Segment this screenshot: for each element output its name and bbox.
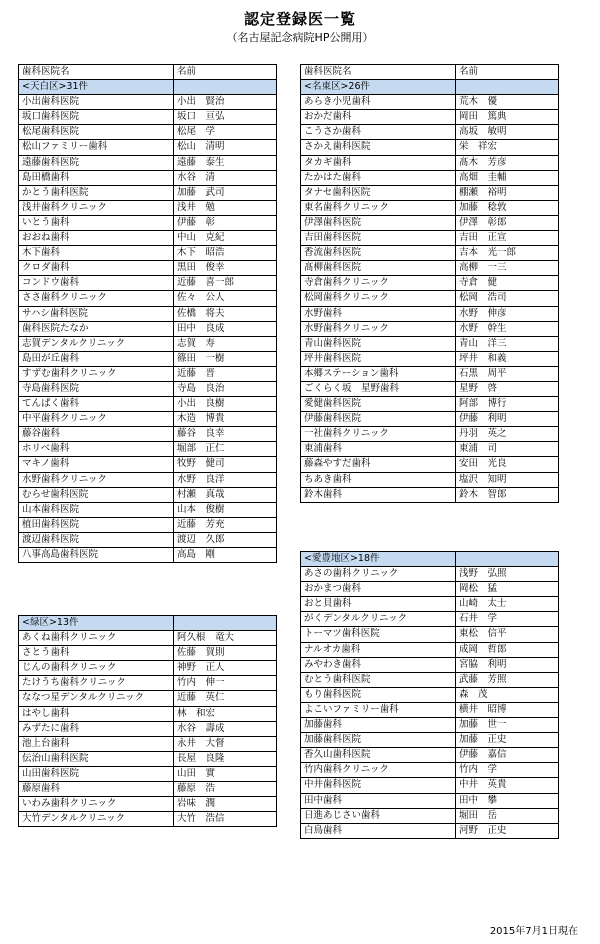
section-label: <天白区>31件	[19, 80, 174, 95]
clinic-name: すずむ歯科クリニック	[19, 366, 174, 381]
clinic-name: 松山ファミリー歯科	[19, 140, 174, 155]
dentist-name: 佐藤 賀則	[174, 646, 277, 661]
column-header-clinic: 歯科医院名	[301, 65, 456, 80]
clinic-name: 八事高島歯科医院	[19, 548, 174, 563]
table-row	[19, 517, 277, 532]
dentist-name: 伊藤 利明	[456, 412, 559, 427]
dentist-name: 鈴木 智郎	[456, 487, 559, 502]
clinic-name: 藤原歯科	[19, 782, 174, 797]
table-row	[301, 412, 559, 427]
clinic-name: むとう歯科医院	[301, 672, 456, 687]
clinic-name: 伝治山歯科医院	[19, 751, 174, 766]
dentist-name: 高島 剛	[174, 548, 277, 563]
table-row	[301, 472, 559, 487]
table-row	[19, 276, 277, 291]
dentist-name: 加藤 正史	[456, 733, 559, 748]
table-row	[301, 657, 559, 672]
clinic-name: 香流歯科医院	[301, 246, 456, 261]
dentist-name: 林 和宏	[174, 706, 277, 721]
table-row	[19, 427, 277, 442]
table-row	[19, 676, 277, 691]
table-row	[301, 397, 559, 412]
clinic-name: 髙柳歯科医院	[301, 261, 456, 276]
clinic-table-midori	[18, 615, 277, 827]
section-header-row	[19, 616, 277, 631]
table-row	[19, 200, 277, 215]
clinic-name: 島田橋歯科	[19, 170, 174, 185]
dentist-name: 神野 正人	[174, 661, 277, 676]
dentist-name: 武藤 芳照	[456, 672, 559, 687]
dentist-name: 寺倉 健	[456, 276, 559, 291]
table-row	[301, 291, 559, 306]
dentist-name: 加藤 世一	[456, 718, 559, 733]
table-row	[301, 793, 559, 808]
table-row	[301, 778, 559, 793]
clinic-name: 伊藤歯科医院	[301, 412, 456, 427]
table-row	[19, 502, 277, 517]
table-row	[19, 170, 277, 185]
dentist-name: 坂口 亘弘	[174, 110, 277, 125]
dentist-name: 大竹 浩信	[174, 812, 277, 827]
clinic-table-aiho	[300, 551, 559, 839]
dentist-name: 藤原 浩	[174, 782, 277, 797]
table-row	[19, 215, 277, 230]
dentist-name: 田中 良成	[174, 321, 277, 336]
dentist-name: 渡辺 久郎	[174, 532, 277, 547]
clinic-name: 小出歯科医院	[19, 95, 174, 110]
dentist-name: 東松 信平	[456, 627, 559, 642]
dentist-name: 坪井 和義	[456, 351, 559, 366]
dentist-name: 水谷 壽成	[174, 721, 277, 736]
dentist-name: 高畑 圭輔	[456, 170, 559, 185]
table-row	[19, 291, 277, 306]
table-row	[301, 597, 559, 612]
table-row	[301, 748, 559, 763]
table-row	[301, 442, 559, 457]
dentist-name: 成岡 哲郎	[456, 642, 559, 657]
table-row	[19, 661, 277, 676]
table-row	[301, 567, 559, 582]
dentist-name: 丹羽 英之	[456, 427, 559, 442]
clinic-name: 鈴木歯科	[301, 487, 456, 502]
table-row	[19, 231, 277, 246]
dentist-name: 森 茂	[456, 687, 559, 702]
dentist-name: 牧野 健司	[174, 457, 277, 472]
dentist-name: 髙木 芳彦	[456, 155, 559, 170]
clinic-name: 香久山歯科医院	[301, 748, 456, 763]
clinic-name: さとう歯科	[19, 646, 174, 661]
table-row	[19, 782, 277, 797]
dentist-name: 岡田 篤典	[456, 110, 559, 125]
table-row	[301, 763, 559, 778]
clinic-name: もり歯科医院	[301, 687, 456, 702]
table-row	[301, 261, 559, 276]
clinic-name: あらき小児歯科	[301, 95, 456, 110]
table-row	[19, 548, 277, 563]
table-row	[301, 321, 559, 336]
dentist-name: 伊澤 彰郎	[456, 215, 559, 230]
dentist-name: 寺島 良治	[174, 381, 277, 396]
clinic-name: タカギ歯科	[301, 155, 456, 170]
clinic-name: みやわき歯科	[301, 657, 456, 672]
table-row	[19, 336, 277, 351]
table-row	[19, 155, 277, 170]
section-header-row	[301, 80, 559, 95]
table-row	[301, 185, 559, 200]
column-header-name: 名前	[456, 65, 559, 80]
clinic-name: 本郷ステーション歯科	[301, 366, 456, 381]
table-row	[19, 351, 277, 366]
clinic-name: おかだ歯科	[301, 110, 456, 125]
table-row	[19, 631, 277, 646]
section-label-empty	[174, 80, 277, 95]
dentist-name: 篠田 一樹	[174, 351, 277, 366]
clinic-name: 一社歯科クリニック	[301, 427, 456, 442]
dentist-name: 棚瀬 裕明	[456, 185, 559, 200]
table-row	[301, 612, 559, 627]
clinic-name: 田中歯科	[301, 793, 456, 808]
clinic-name: 中平歯科クリニック	[19, 412, 174, 427]
clinic-name: 植田歯科医院	[19, 517, 174, 532]
table-row	[19, 321, 277, 336]
clinic-name: いとう歯科	[19, 215, 174, 230]
clinic-name: みずたに歯科	[19, 721, 174, 736]
dentist-name: 田中 攀	[456, 793, 559, 808]
dentist-name: 竹内 学	[456, 763, 559, 778]
dentist-name: 小出 良樹	[174, 397, 277, 412]
clinic-name: じんの歯科クリニック	[19, 661, 174, 676]
dentist-name: 近藤 芳充	[174, 517, 277, 532]
table-row	[301, 808, 559, 823]
dentist-name: 堀部 正仁	[174, 442, 277, 457]
dentist-name: 伊藤 嘉信	[456, 748, 559, 763]
table-row	[301, 336, 559, 351]
table-row	[301, 427, 559, 442]
clinic-name: あくね歯科クリニック	[19, 631, 174, 646]
dentist-name: 松山 清明	[174, 140, 277, 155]
clinic-name: ななつ星デンタルクリニック	[19, 691, 174, 706]
table-row	[19, 766, 277, 781]
clinic-name: 木下歯科	[19, 246, 174, 261]
clinic-name: マキノ歯科	[19, 457, 174, 472]
clinic-name: おおね歯科	[19, 231, 174, 246]
table-row	[19, 812, 277, 827]
clinic-name: 歯科医院たなか	[19, 321, 174, 336]
table-row	[19, 532, 277, 547]
clinic-name: 寺島歯科医院	[19, 381, 174, 396]
clinic-name: 水野歯科クリニック	[19, 472, 174, 487]
dentist-name: 高柳 一三	[456, 261, 559, 276]
dentist-name: 遠藤 泰生	[174, 155, 277, 170]
clinic-name: 遠藤歯科医院	[19, 155, 174, 170]
dentist-name: 加藤 稔敦	[456, 200, 559, 215]
clinic-name: 大竹デンタルクリニック	[19, 812, 174, 827]
clinic-table-meito	[300, 64, 559, 503]
clinic-name: コンドウ歯科	[19, 276, 174, 291]
dentist-name: 山崎 太士	[456, 597, 559, 612]
table-row	[301, 215, 559, 230]
dentist-name: 黒田 俊幸	[174, 261, 277, 276]
clinic-name: 加藤歯科医院	[301, 733, 456, 748]
dentist-name: 山本 俊樹	[174, 502, 277, 517]
dentist-name: 佐々 公人	[174, 291, 277, 306]
table-row	[301, 125, 559, 140]
table-row	[301, 687, 559, 702]
table-row	[19, 261, 277, 276]
dentist-name: 塩沢 知明	[456, 472, 559, 487]
clinic-name: ホリベ歯科	[19, 442, 174, 457]
table-row	[19, 457, 277, 472]
clinic-name: 東浦歯科	[301, 442, 456, 457]
clinic-name: いわみ歯科クリニック	[19, 797, 174, 812]
table-row	[301, 718, 559, 733]
clinic-name: こうさか歯科	[301, 125, 456, 140]
table-row	[301, 672, 559, 687]
clinic-name: 浅井歯科クリニック	[19, 200, 174, 215]
table-row	[301, 170, 559, 185]
table-row	[301, 733, 559, 748]
section-label-empty	[456, 552, 559, 567]
clinic-name: ごくらく坂 星野歯科	[301, 381, 456, 396]
clinic-name: よこいファミリー歯科	[301, 702, 456, 717]
table-row	[301, 155, 559, 170]
clinic-name: 渡辺歯科医院	[19, 532, 174, 547]
clinic-name: はやし歯科	[19, 706, 174, 721]
table-row	[19, 472, 277, 487]
dentist-name: 岡松 猛	[456, 582, 559, 597]
dentist-name: 阿部 博行	[456, 397, 559, 412]
dentist-name: 水野 良洋	[174, 472, 277, 487]
dentist-name: 近藤 英仁	[174, 691, 277, 706]
clinic-name: 伊澤歯科医院	[301, 215, 456, 230]
dentist-name: 東浦 司	[456, 442, 559, 457]
clinic-name: 水野歯科クリニック	[301, 321, 456, 336]
clinic-name: 松岡歯科クリニック	[301, 291, 456, 306]
table-row	[19, 721, 277, 736]
dentist-name: 石井 学	[456, 612, 559, 627]
table-row	[19, 185, 277, 200]
section-label-empty	[174, 616, 277, 631]
dentist-name: 星野 啓	[456, 381, 559, 396]
table-row	[301, 276, 559, 291]
dentist-name: 宮脇 利明	[456, 657, 559, 672]
dentist-name: 横井 昭博	[456, 702, 559, 717]
header-row	[301, 65, 559, 80]
table-row	[301, 487, 559, 502]
dentist-name: 志賀 寿	[174, 336, 277, 351]
table-row	[19, 797, 277, 812]
clinic-name: 竹内歯科クリニック	[301, 763, 456, 778]
clinic-name: タナセ歯科医院	[301, 185, 456, 200]
clinic-name: 日進あじさい歯科	[301, 808, 456, 823]
table-row	[301, 366, 559, 381]
clinic-name: 藤森やすだ歯科	[301, 457, 456, 472]
dentist-name: 吉本 光一郎	[456, 246, 559, 261]
table-row	[19, 366, 277, 381]
table-row	[301, 200, 559, 215]
column-header-clinic: 歯科医院名	[19, 65, 174, 80]
dentist-name: 青山 洋三	[456, 336, 559, 351]
table-row	[19, 306, 277, 321]
clinic-name: 志賀デンタルクリニック	[19, 336, 174, 351]
dentist-name: 藤谷 良幸	[174, 427, 277, 442]
clinic-name: さかえ歯科医院	[301, 140, 456, 155]
clinic-name: 愛健歯科医院	[301, 397, 456, 412]
clinic-name: あさの歯科クリニック	[301, 567, 456, 582]
dentist-name: 村瀬 真哉	[174, 487, 277, 502]
table-row	[301, 627, 559, 642]
dentist-name: 荒木 優	[456, 95, 559, 110]
clinic-name: 中井歯科医院	[301, 778, 456, 793]
date-footer: 2015年7月1日現在	[489, 926, 578, 937]
table-row	[19, 487, 277, 502]
dentist-name: 小出 賢治	[174, 95, 277, 110]
clinic-name: 寺倉歯科クリニック	[301, 276, 456, 291]
clinic-name: 松尾歯科医院	[19, 125, 174, 140]
clinic-name: ナルオカ歯科	[301, 642, 456, 657]
page-title: 認定登録医一覧	[243, 10, 356, 28]
dentist-name: 水野 幹生	[456, 321, 559, 336]
clinic-name: かとう歯科医院	[19, 185, 174, 200]
clinic-name: たけうち歯科クリニック	[19, 676, 174, 691]
section-label: <緑区>13件	[19, 616, 174, 631]
clinic-name: 藤谷歯科	[19, 427, 174, 442]
clinic-name: 加藤歯科	[301, 718, 456, 733]
clinic-name: てんぱく歯科	[19, 397, 174, 412]
dentist-name: 近藤 晋	[174, 366, 277, 381]
dentist-name: 浅野 弘照	[456, 567, 559, 582]
clinic-name: ちあき歯科	[301, 472, 456, 487]
section-header-row	[301, 552, 559, 567]
section-label: <名東区>26件	[301, 80, 456, 95]
clinic-name: おかまつ歯科	[301, 582, 456, 597]
clinic-name: がくデンタルクリニック	[301, 612, 456, 627]
dentist-name: 吉田 正宣	[456, 231, 559, 246]
dentist-name: 高坂 敏明	[456, 125, 559, 140]
table-row	[301, 582, 559, 597]
section-header-row	[19, 80, 277, 95]
table-row	[19, 140, 277, 155]
dentist-name: 加藤 武司	[174, 185, 277, 200]
table-row	[301, 231, 559, 246]
dentist-name: 竹内 伸一	[174, 676, 277, 691]
table-row	[301, 823, 559, 838]
dentist-name: 堀田 岳	[456, 808, 559, 823]
table-row	[19, 397, 277, 412]
clinic-name: トーマツ歯科医院	[301, 627, 456, 642]
dentist-name: 松尾 学	[174, 125, 277, 140]
clinic-name: クロダ歯科	[19, 261, 174, 276]
table-row	[19, 246, 277, 261]
dentist-name: 浅井 勉	[174, 200, 277, 215]
table-row	[301, 140, 559, 155]
table-row	[19, 442, 277, 457]
table-row	[301, 457, 559, 472]
clinic-name: 吉田歯科医院	[301, 231, 456, 246]
table-row	[19, 706, 277, 721]
dentist-name: 石黒 周平	[456, 366, 559, 381]
dentist-name: 近藤 喜一郎	[174, 276, 277, 291]
table-row	[19, 125, 277, 140]
clinic-name: 青山歯科医院	[301, 336, 456, 351]
table-row	[301, 351, 559, 366]
dentist-name: 岩味 潤	[174, 797, 277, 812]
section-label-empty	[456, 80, 559, 95]
dentist-name: 松岡 浩司	[456, 291, 559, 306]
clinic-name: 池上台歯科	[19, 736, 174, 751]
column-header-name: 名前	[174, 65, 277, 80]
table-row	[19, 412, 277, 427]
table-row	[301, 95, 559, 110]
table-row	[301, 246, 559, 261]
dentist-name: 中井 英貴	[456, 778, 559, 793]
table-row	[301, 110, 559, 125]
dentist-name: 水野 伸彦	[456, 306, 559, 321]
clinic-name: 白鳥歯科	[301, 823, 456, 838]
dentist-name: 山田 實	[174, 766, 277, 781]
dentist-name: 伊藤 彰	[174, 215, 277, 230]
section-label: <愛豊地区>18件	[301, 552, 456, 567]
dentist-name: 佐橋 将夫	[174, 306, 277, 321]
dentist-name: 木造 博貴	[174, 412, 277, 427]
table-row	[301, 642, 559, 657]
dentist-name: 阿久根 竜大	[174, 631, 277, 646]
dentist-name: 河野 正史	[456, 823, 559, 838]
table-row	[19, 646, 277, 661]
clinic-name: 山本歯科医院	[19, 502, 174, 517]
clinic-name: 東名歯科クリニック	[301, 200, 456, 215]
clinic-name: むらせ歯科医院	[19, 487, 174, 502]
clinic-name: おと貝歯科	[301, 597, 456, 612]
dentist-name: 中山 克紀	[174, 231, 277, 246]
clinic-name: 坪井歯科医院	[301, 351, 456, 366]
table-row	[19, 381, 277, 396]
clinic-name: 坂口歯科医院	[19, 110, 174, 125]
header-row	[19, 65, 277, 80]
clinic-name: 山田歯科医院	[19, 766, 174, 781]
clinic-name: 水野歯科	[301, 306, 456, 321]
table-row	[301, 381, 559, 396]
clinic-name: たかはた歯科	[301, 170, 456, 185]
table-row	[19, 691, 277, 706]
dentist-name: 栄 祥宏	[456, 140, 559, 155]
page-subtitle: （名古屋記念病院HP公開用）	[226, 31, 374, 44]
dentist-name: 安田 光良	[456, 457, 559, 472]
table-row	[19, 95, 277, 110]
clinic-name: ささ歯科クリニック	[19, 291, 174, 306]
table-row	[19, 736, 277, 751]
dentist-name: 永井 大督	[174, 736, 277, 751]
table-row	[301, 306, 559, 321]
clinic-name: サハシ歯科医院	[19, 306, 174, 321]
dentist-name: 水谷 清	[174, 170, 277, 185]
dentist-name: 木下 昭浩	[174, 246, 277, 261]
table-row	[19, 110, 277, 125]
table-row	[301, 702, 559, 717]
clinic-name: 島田が丘歯科	[19, 351, 174, 366]
table-row	[19, 751, 277, 766]
dentist-name: 長屋 良隆	[174, 751, 277, 766]
clinic-table-tenpaku	[18, 64, 277, 563]
